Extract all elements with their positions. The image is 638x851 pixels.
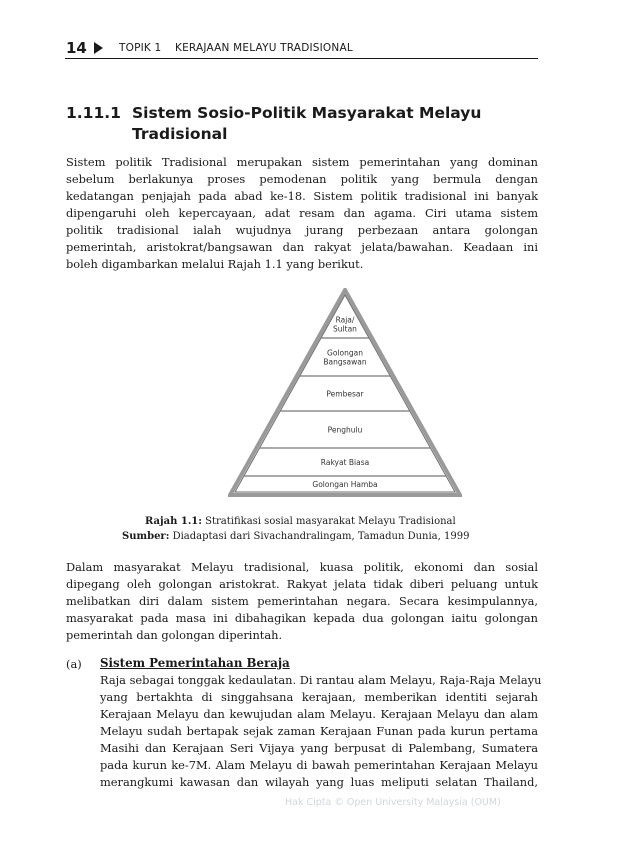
list-item-title: Sistem Pemerintahan Beraja: [100, 656, 290, 670]
paragraph-line: yang bertakhta di singgahsana kerajaan, memberikan identiti sejarah: [100, 690, 538, 704]
triangle-right-icon: [94, 42, 103, 54]
tier-label: Golongan Hamba: [312, 480, 378, 489]
figure-caption: [145, 516, 456, 527]
header-topic-title: KERAJAAN MELAYU TRADISIONAL: [175, 42, 353, 54]
header-rule: [65, 58, 538, 59]
tier-label: Raja/: [335, 315, 355, 325]
paragraph-line: dipengaruhi oleh kepercayaan, adat resam dan agama. Ciri utama sistem: [66, 206, 538, 220]
paragraph-line: sebelum berlakunya proses pemodenan politik yang bermula dengan: [66, 172, 538, 186]
paragraph-line: Kerajaan Melayu dan kewujudan alam Melayu. Kerajaan Melayu dan alam: [100, 707, 538, 721]
paragraph-line: dipegang oleh golongan aristokrat. Rakyat jelata tidak diberi peluang untuk: [66, 577, 538, 591]
tier-label: Rakyat Biasa: [320, 458, 370, 467]
page-number: 14: [66, 39, 87, 57]
paragraph-line: kedatangan penjajah pada abad ke-18. Sistem politik tradisional ini banyak: [66, 189, 538, 203]
tier-label: Bangsawan: [323, 357, 367, 367]
social-pyramid-diagram: [228, 288, 462, 500]
paragraph-line: melibatkan diri dalam sistem pemerintahan negara. Secara kesimpulannya,: [66, 594, 538, 608]
paragraph-line: Raja sebagai tonggak kedaulatan. Di rantau alam Melayu, Raja-Raja Melayu: [100, 673, 542, 687]
paragraph-line: pada kurun ke-7M. Alam Melayu di bawah pemerintahan Kerajaan Melayu: [100, 758, 538, 772]
paragraph-line: politik tradisional ialah wujudnya jurang perbezaan antara golongan: [66, 223, 538, 237]
tier-label: Sultan: [333, 324, 357, 334]
paragraph-line: pemerintah, aristokrat/bangsawan dan rakyat jelata/bawahan. Keadaan ini: [66, 240, 538, 254]
tier-label: Pembesar: [326, 389, 364, 399]
paragraph-line: Sistem politik Tradisional merupakan sistem pemerintahan yang dominan: [66, 155, 538, 169]
section-title-line-1: Sistem Sosio-Politik Masyarakat Melayu: [132, 104, 482, 122]
paragraph-line: boleh digambarkan melalui Rajah 1.1 yang berikut.: [66, 257, 364, 271]
figure-label: Rajah 1.1:: [145, 516, 202, 527]
paragraph-line: Masihi dan Kerajaan Seri Vijaya yang berpusat di Palembang, Sumatera: [100, 741, 538, 755]
paragraph-line: pemerintah dan golongan diperintah.: [66, 628, 283, 642]
tier-label: Penghulu: [327, 425, 363, 435]
list-marker: (a): [66, 657, 82, 671]
paragraph-line: Dalam masyarakat Melayu tradisional, kuasa politik, ekonomi dan sosial: [66, 560, 538, 574]
header-topic: TOPIK 1: [119, 42, 162, 54]
paragraph-line: masyarakat pada masa ini dibahagikan kepada dua golongan iaitu golongan: [66, 611, 538, 625]
copyright-watermark: Hak Cipta © Open University Malaysia (OUM): [285, 797, 501, 808]
section-title-line-2: Tradisional: [132, 125, 228, 143]
source-text: Diadaptasi dari Sivachandralingam, Tamadun Dunia, 1999: [172, 531, 470, 542]
section-number: 1.11.1: [66, 104, 121, 122]
paragraph-line: Melayu sudah bertapak sejak zaman Kerajaan Funan pada kurun pertama: [100, 724, 538, 738]
tier-label: Golongan: [327, 348, 363, 358]
figure-caption-text: Stratifikasi sosial masyarakat Melayu Tradisional: [205, 516, 456, 527]
figure-source: [122, 531, 469, 542]
paragraph-line: merangkumi kawasan dan wilayah yang luas meliputi selatan Thailand,: [100, 775, 538, 789]
source-label: Sumber:: [122, 531, 170, 542]
